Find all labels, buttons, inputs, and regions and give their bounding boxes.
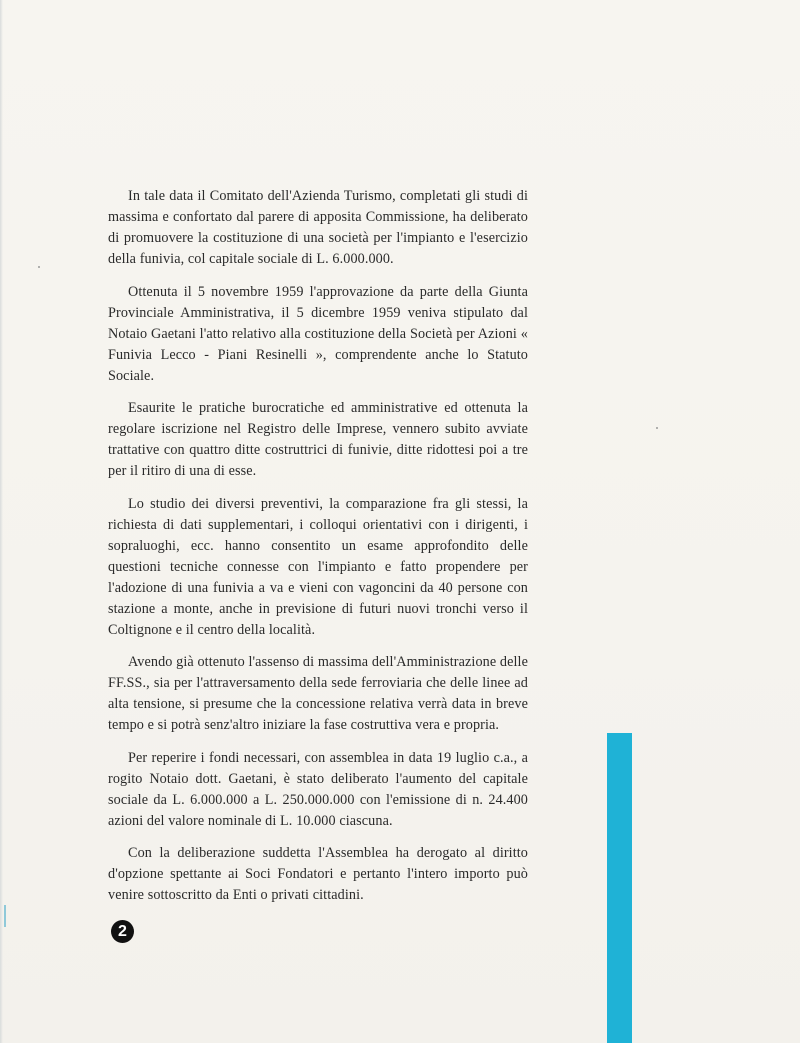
body-text: [108, 186, 528, 918]
paper-speck: [656, 427, 658, 429]
paragraph-2: Ottenuta il 5 novembre 1959 l'approvazione da parte della Giunta Provinciale Amministrativa, il 5 dicembre 1959 veniva stipulato dal Notaio Gaetani l'atto relativo alla costituzione della Società per Azioni « Funivia Lecco - Piani Resinelli », comprendente anche lo Statuto Sociale.: [108, 283, 528, 384]
paragraph-5: Avendo già ottenuto l'assenso di massima dell'Amministrazione delle FF.SS., sia per l'attraversamento della sede ferroviaria che delle linee ad alta tensione, si presume che la concessione relativa verrà data in breve tempo e si potrà senz'altro iniziare la fase costruttiva vera e propria.: [108, 654, 528, 733]
paragraph-1: In tale data il Comitato dell'Azienda Turismo, completati gli studi di massima e confortato dal parere di apposita Commissione, ha deliberato di promuovere la costituzione di una società per l'impianto e l'esercizio della funivia, col capitale sociale di L. 6.000.000.: [108, 188, 528, 267]
page-number-badge: 2: [111, 920, 134, 943]
accent-bar: [607, 733, 632, 1043]
paragraph-3: Esaurite le pratiche burocratiche ed amministrative ed ottenuta la regolare iscrizione nel Registro delle Imprese, vennero subito avviate trattative con quattro ditte costruttrici di funivie, ditte ridottesi poi a tre per il ritiro di una di esse.: [108, 400, 528, 479]
edge-mark: [4, 905, 6, 927]
page-edge: [0, 0, 3, 1043]
paper-speck: [38, 266, 40, 268]
paragraph-4: Lo studio dei diversi preventivi, la comparazione fra gli stessi, la richiesta di dati supplementari, i colloqui orientativi con i dirigenti, i sopraluoghi, ecc. hanno consentito un esame approfondito delle questioni tecniche connesse con l'impianto e fatto propendere per l'adozione di una funivia a va e vieni con vagoncini da 40 persone con stazione a monte, anche in previsione di futuri nuovi tronchi verso il Coltignone e il centro della località.: [108, 495, 528, 638]
paragraph-7: Con la deliberazione suddetta l'Assemblea ha derogato al diritto d'opzione spettante ai Soci Fondatori e pertanto l'intero importo può venire sottoscritto da Enti o privati cittadini.: [108, 845, 528, 903]
paragraph-6: Per reperire i fondi necessari, con assemblea in data 19 luglio c.a., a rogito Notaio dott. Gaetani, è stato deliberato l'aumento del capitale sociale da L. 6.000.000 a L. 250.000.000 con l'emissione di n. 24.400 azioni del valore nominale di L. 10.000 ciascuna.: [108, 749, 528, 829]
